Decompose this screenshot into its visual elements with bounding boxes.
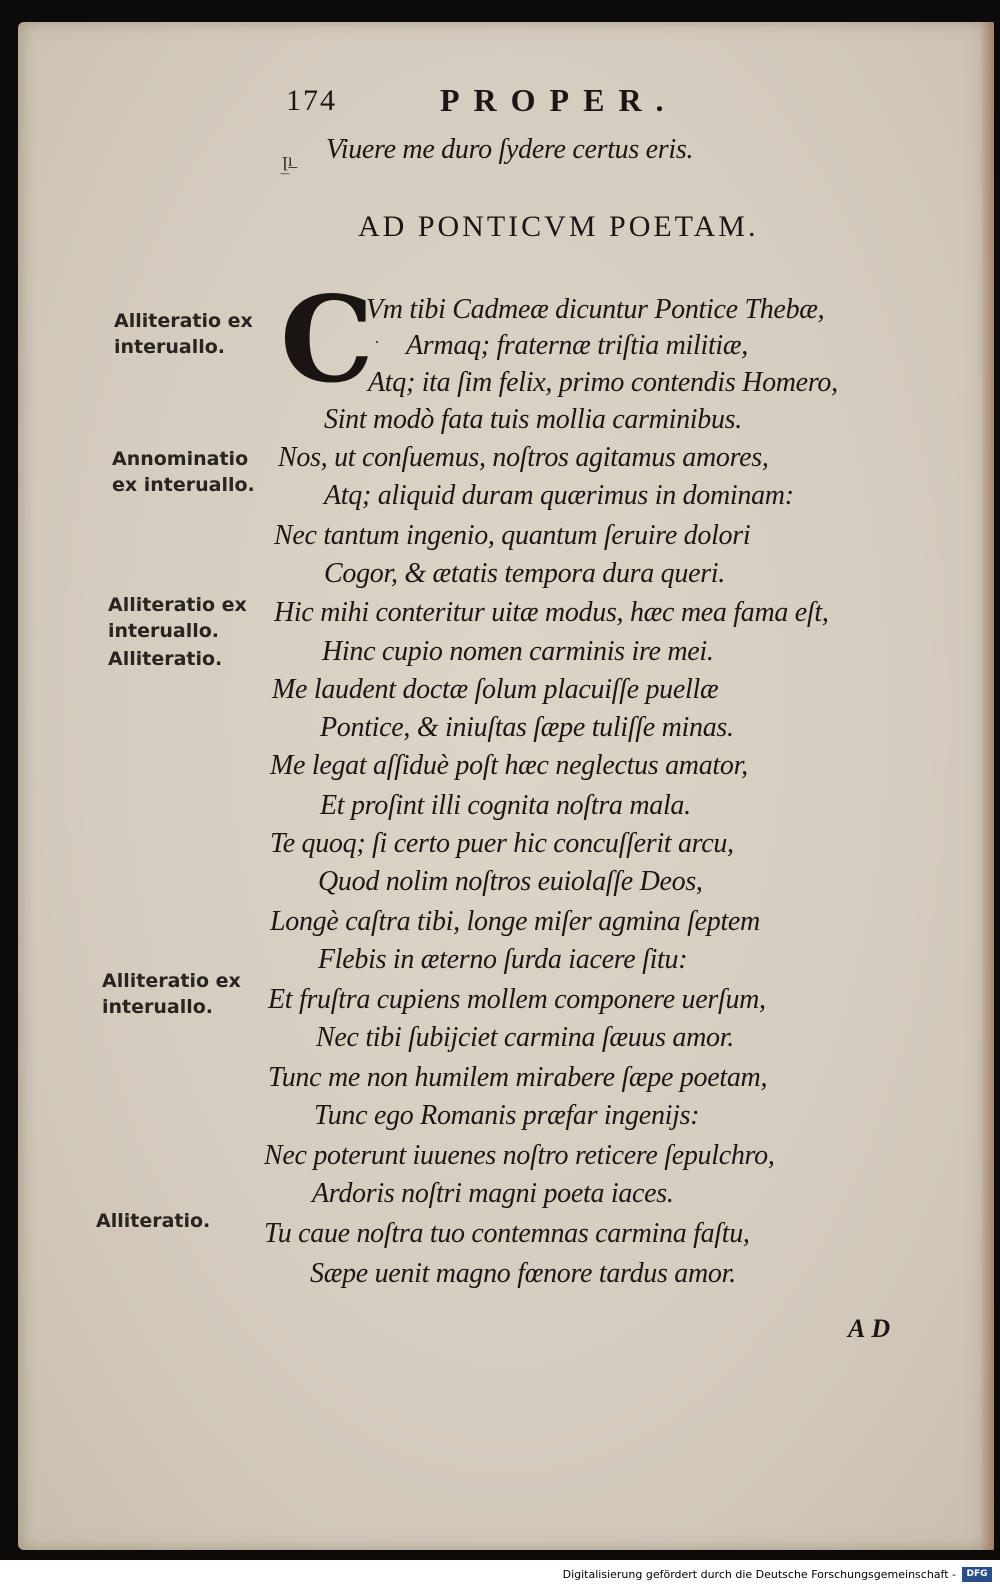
verse-line: Longè caſtra tibi, longe miſer agmina ſeptem [270, 906, 760, 937]
poem-title: AD PONTICVM POETAM. [358, 210, 759, 243]
page-number: 174 [286, 84, 337, 117]
marginal-note: Alliteratio ex interuallo. [114, 310, 253, 358]
verse-line: Tu caue noſtra tuo contemnas carmina faſtu, [264, 1218, 750, 1249]
preceding-verse-line: Viuere me duro ſydere certus eris. [326, 134, 694, 165]
book-page [18, 22, 994, 1550]
verse-line: Me legat aſſiduè poſt hæc neglectus amator, [270, 750, 748, 781]
verse-mark: · [374, 332, 380, 352]
verse-line: Flebis in æterno ſurda iacere ſitu: [318, 944, 688, 975]
verse-line: Pontice, & iniuſtas ſæpe tuliſſe minas. [320, 712, 734, 743]
verse-line: Te quoq; ſi certo puer hic concuſſerit arcu, [270, 828, 734, 859]
marginal-note: Alliteratio. [96, 1210, 211, 1232]
verse-line: Cogor, & ætatis tempora dura queri. [324, 558, 725, 589]
verse-line: Armaq; fraternæ triſtia militiæ, [406, 330, 748, 361]
marginal-note: Alliteratio ex interuallo. [102, 970, 241, 1018]
verse-line: Nos, ut conſuemus, noſtros agitamus amores, [278, 442, 769, 473]
digitization-footer [0, 1560, 1000, 1590]
verse-line: Nec poterunt iuuenes noſtro reticere ſepulchro, [264, 1140, 775, 1171]
marginal-note: Alliteratio ex interuallo. [108, 594, 247, 642]
page-edge [980, 22, 994, 1550]
verse-line: Hinc cupio nomen carminis ire mei. [322, 636, 714, 667]
verse-line: Quod nolim noſtros euiolaſſe Deos, [318, 866, 703, 897]
verse-line: Atq; ita ſim felix, primo contendis Homero, [368, 367, 838, 398]
verse-line: Vm tibi Cadmeæ dicuntur Pontice Thebæ, [366, 294, 825, 325]
verse-line: Tunc ego Romanis præfar ingenijs: [314, 1100, 700, 1131]
verse-line: Me laudent doctæ ſolum placuiſſe puellæ [272, 674, 719, 705]
verse-line: Hic mihi conteritur uitæ modus, hæc mea fama eſt, [274, 597, 829, 628]
verse-line: Et proſint illi cognita noſtra mala. [320, 790, 691, 821]
dfg-logo: DFG [962, 1567, 992, 1582]
marginal-note: Alliteratio. [108, 648, 223, 670]
verse-line: Nec tantum ingenio, quantum ſeruire dolori [274, 520, 751, 551]
verse-line: Nec tibi ſubijciet carmina ſæuus amor. [316, 1022, 734, 1053]
catchword: AD [848, 1314, 897, 1343]
verse-line: Sæpe uenit magno fœnore tardus amor. [310, 1258, 736, 1289]
footer-credit: Digitalisierung gefördert durch die Deutsche Forschungsgemeinschaft - [562, 1568, 956, 1581]
verse-line: Ardoris noſtri magni poeta iaces. [312, 1178, 674, 1209]
line-mark: ꞁ̲ı̲ [282, 150, 293, 170]
verse-line: Sint modò fata tuis mollia carminibus. [324, 404, 742, 435]
verse-line: Tunc me non humilem mirabere ſæpe poetam, [268, 1062, 768, 1093]
marginal-note: Annominatio ex interuallo. [112, 448, 255, 496]
drop-cap: C [280, 270, 374, 409]
verse-line: Et fruſtra cupiens mollem componere uerſum, [268, 984, 766, 1015]
verse-line: Atq; aliquid duram quærimus in dominam: [324, 480, 794, 511]
running-title: PROPER. [440, 82, 678, 118]
